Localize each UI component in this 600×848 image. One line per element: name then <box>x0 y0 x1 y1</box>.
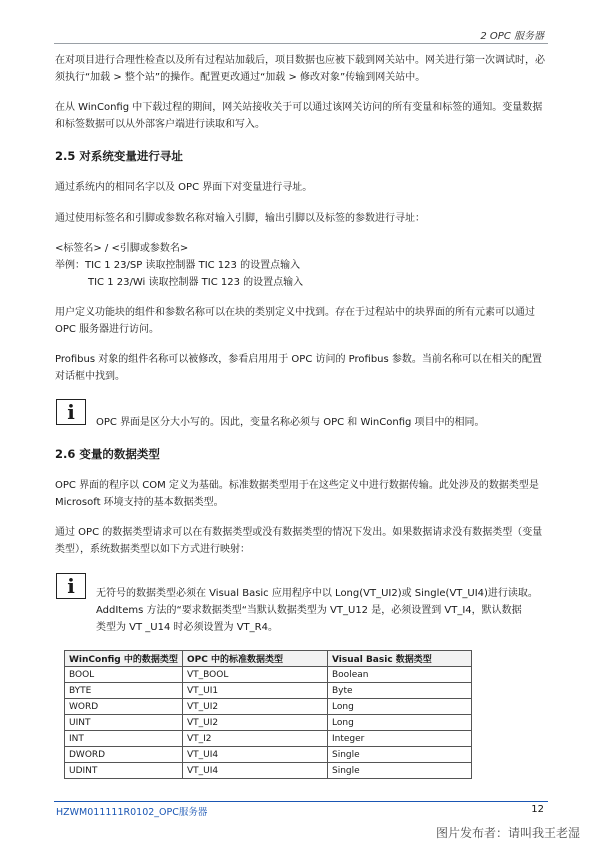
table-cell: Single <box>328 747 472 763</box>
table-cell: INT <box>65 731 183 747</box>
section-heading-2-6: 2.6 变量的数据类型 <box>55 447 160 461</box>
paragraph-download: 在从 WinConfig 中下载过程的期间，网关站接收关于可以通过该网关访问的所有变量和标签的通知。变量数据和标签数据可以从外部客户端进行读取和写入。 <box>55 102 543 130</box>
table-cell: BYTE <box>65 683 183 699</box>
paragraph-pins: 通过使用标签名和引脚或参数名称对输入引脚，输出引脚以及标签的参数进行寻址： <box>55 213 425 224</box>
section-heading-2-5: 2.5 对系统变量进行寻址 <box>55 149 183 163</box>
table-cell: VT_UI4 <box>183 763 328 779</box>
table-cell: UDINT <box>65 763 183 779</box>
table-cell: VT_BOOL <box>183 667 328 683</box>
paragraph-user-blocks: 用户定义功能块的组件和参数名称可以在块的类别定义中找到。存在于过程站中的块界面的所有元素可以通过 OPC 服务器进行访问。 <box>55 307 535 335</box>
table-row <box>65 715 472 731</box>
example-line-2: TIC 1 23/Wi 读取控制器 TIC 123 的设置点输入 <box>88 277 304 288</box>
table-cell: Boolean <box>328 667 472 683</box>
table-cell: Byte <box>328 683 472 699</box>
paragraph-com: OPC 界面的程序以 COM 定义为基础。标准数据类型用于在这些定义中进行数据传输。此处涉及的数据类型是 Microsoft 环境支持的基本数据类型。 <box>55 480 539 508</box>
table-cell: Long <box>328 699 472 715</box>
table-cell: VT_UI4 <box>183 747 328 763</box>
page-number: 12 <box>531 804 544 815</box>
column-header: OPC 中的标准数据类型 <box>183 651 328 667</box>
note-unsigned-line-1: 无符号的数据类型必须在 Visual Basic 应用程序中以 Long(VT_UI2)或 Single(VT_UI4)进行读取。 <box>96 588 538 599</box>
header-divider <box>54 43 548 44</box>
paragraph-mapping: 通过 OPC 的数据类型请求可以在有数据类型或没有数据类型的情况下发出。如果数据请求没有数据类型（变量类型），系统数据类型以如下方式进行映射： <box>55 527 543 555</box>
table-cell: UINT <box>65 715 183 731</box>
table-cell: WORD <box>65 699 183 715</box>
data-type-table <box>64 650 472 779</box>
note-unsigned-line-2: AddItems 方法的“要求数据类型“当默认数据类型为 VT_U12 是，必须设置到 VT_I4，默认数据 <box>96 605 522 616</box>
page-header-title: 2 OPC 服务器 <box>480 31 544 42</box>
table-cell: Integer <box>328 731 472 747</box>
example-line-1: 举例：TIC 1 23/SP 读取控制器 TIC 123 的设置点输入 <box>55 260 301 271</box>
table-cell: VT_I2 <box>183 731 328 747</box>
table-row <box>65 699 472 715</box>
table-cell: VT_UI2 <box>183 699 328 715</box>
table-cell: Single <box>328 763 472 779</box>
paragraph-load: 在对项目进行合理性检查以及所有过程站加载后，项目数据也应被下载到网关站中。网关进行第一次调试时，必须执行“加载 > 整个站”的操作。配置更改通过“加载 > 修改对象”传输到网关站中。 <box>55 55 545 83</box>
note-case-sensitive: OPC 界面是区分大小写的。因此，变量名称必须与 OPC 和 WinConfig 项目中的相同。 <box>96 417 485 428</box>
table-row <box>65 683 472 699</box>
table-cell: VT_UI1 <box>183 683 328 699</box>
watermark: 图片发布者：请叫我王老湿 <box>435 826 580 840</box>
table-cell: DWORD <box>65 747 183 763</box>
column-header: Visual Basic 数据类型 <box>328 651 472 667</box>
table-row <box>65 731 472 747</box>
table-cell: Long <box>328 715 472 731</box>
table-row <box>65 763 472 779</box>
table-row <box>65 667 472 683</box>
table-header-row <box>65 651 472 667</box>
table-cell: BOOL <box>65 667 183 683</box>
info-icon: i <box>56 573 86 599</box>
info-icon: i <box>56 399 86 425</box>
table-row <box>65 747 472 763</box>
footer-divider <box>54 801 548 802</box>
footer-document-id: HZWM011111R0102_OPC服务器 <box>56 807 208 818</box>
paragraph-addressing: 通过系统内的相同名字以及 OPC 界面下对变量进行寻址。 <box>55 182 313 193</box>
syntax-line: <标签名> / <引脚或参数名> <box>55 243 189 254</box>
column-header: WinConfig 中的数据类型 <box>65 651 183 667</box>
paragraph-profibus: Profibus 对象的组件名称可以被修改，参看启用用于 OPC 访问的 Profibus 参数。当前名称可以在相关的配置对话框中找到。 <box>55 354 542 382</box>
note-unsigned-line-3: 类型为 VT _U14 时必须设置为 VT_R4。 <box>96 622 278 633</box>
table-cell: VT_UI2 <box>183 715 328 731</box>
